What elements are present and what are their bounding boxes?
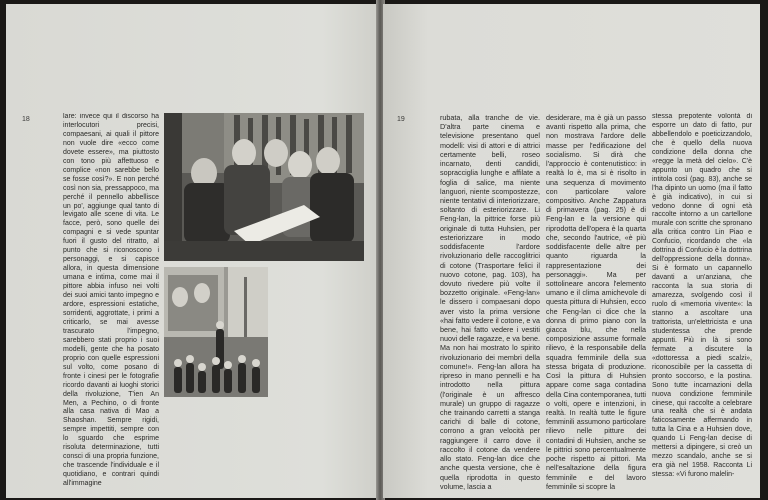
right-page-column-1-paragraph: rubata, alla tranche de vie. D'altra parte cinema e televisione presentano quel modelli: visi di attori e di attrici certamente belli, roseo incarnato, denti candidi, sopracciglia lunghe e affilate a foglia di salice, ma niente languori, niente scompostezze, niente tentativi di interiorizzare, soltanto di esteriorizzare. Li Feng-lan, la pittrice forse più originale di tutta Huhsien, per esteriorizzare in modo soddisfacente l'ardore rivoluzionario delle raccoglitrici di cotone (Trasportare felici il nuovo cotone, pag. 103), ha dovuto rivedere più volte il bozzetto originale. «Feng-lan» le dissero i compaesani dopo aver visto la prima versione «hai fatto vedere il cotone, e va bene, hai fatto vedere i vestiti nuovi delle ragazze, e va bene. Ma non hai mostrato lo spirito rivoluzionario dei membri della comune!». Feng-lan allora ha ripreso in mano pennelli e ha introdotto nella pittura (l'originale è un affresco murale) un gruppo di ragazze che trainando carretti a stanga carichi di balle di cotone, corrono a gran velocità per raggiungere il carro dove il raccolto il cotone da vendere allo stato. Feng-lan dice che anche questa versione, che è quella riprodotta in questo volume, lascia a [440, 113, 540, 491]
painting-peasants-reading-photo [164, 113, 364, 261]
right-page-text-column-1 [440, 113, 540, 498]
left-page-paragraph: lare: invece qui il discorso ha interlocutori precisi, compaesani, ai quali il pittore non vuole dire «ecco come dovete essere», ma piuttosto con tono più affettuoso e complice «non sarebbe bello se fosse così?». E non perché così non sia, pressappoco, ma perché il pennello abbellisce un po', aggiunge qual tanto di levigato alle scene di vita. Le facce, però, sono quelle dei compagni e si vede spuntar fuori il gusto del ritratto, al punto che si riconoscono i personaggi, e si capisce allora, in questa dimensione umana e intima, come mai il pittore abbia infuso nei volti dei suoi amici tanto impegno e ardore, espressioni estatiche, sorridenti, aggrottate, i primi a criticarlo, se mai avesse trascurato l'impegno, sarebbero stati proprio i suoi modelli, gente che ha posato proprio con quelle espressioni sul volto, come posano di fronte i cinesi per le fotografie ricordo davanti ai luoghi storici della rivoluzione, T'ien An Men, a Pechino, o di fronte alla casa nativa di Mao a Shaoshan. Sempre rigidi, sempre impettiti, sempre con lo sguardo che esprime risoluta determinazione, tutti consci di una propria funzione, che trascende l'individuale e il quotidiano, e contrari quindi all'immagine [63, 113, 159, 488]
right-page-number: 19 [397, 116, 405, 123]
left-page [6, 4, 378, 498]
left-page-number: 18 [22, 116, 30, 123]
right-page-text-column-2 [546, 113, 646, 498]
right-page-text-column-3 [652, 113, 752, 498]
right-page [383, 4, 760, 498]
painting-gathering-by-mural-photo [164, 267, 268, 397]
left-page-text-column [63, 113, 159, 493]
right-page-column-3-paragraph: stessa prepotente volontà di esporre un dato di fatto, pur abbellendolo e poeticizzandolo, che è quello della nuova condizione della donna che «regge la metà del cielo». C'è appunto un quadro che si intitola così (pag. 83), anche se l'ha dipinto un uomo (ma il fatto è già indicativo), in cui si vedono donne di ogni età raccolte intorno a un cartellone murale con scritte che spronano alla critica contro Lin Piao e Confucio, ricordando che «la dottrina di Confucio è la dottrina dell'oppressione della donna». Si è formato un capannello davanti a un'anziana, che racconta la sua storia di amarezza, svolgendo così il ruolo di «memoria vivente»: la stanno a ascoltare una trattorista, un'elettricista e una studentessa che prende appunti. Più in là si sono fermate a discutere la «dottoressa a piedi scalzi», riconoscibile per la cassetta di pronto soccorso, e la postina. Sono tutte incarnazioni della nuova condizione femminile cinese, qui raccolte a celebrare una realtà che si è andata faticosamente affermando in tutta la Cina e a Huhsien dove, quando Li Feng-lan decise di mettersi a dipingere, si creò un mezzo scandalo, anche se si era già nel 1958. Racconta Li stessa: «Vi furono malelin- [652, 113, 752, 479]
right-page-column-2-paragraph: desiderare, ma è già un passo avanti rispetto alla prima, che non mostrava l'ardore delle masse per l'edificazione del socialismo. Si dirà che l'approccio è contenutistico: in realtà lo è, ma si è risolto in una sequenza di movimento con particolare valore compositivo. Anche Zappatura di primavera (pag. 25) è di Feng-lan e la versione qui riprodotta dell'opera è la quarta che, secondo l'autrice, «è più soddisfacente delle altre per quanto riguarda la rappresentazione dei personaggi». Ma per sottolineare ancora l'elemento umano e il clima amichevole di questa pittura di Huhsien, ecco che Feng-lan ci dice che la donna di primo piano con la giacca blu, che nella composizione assume formale rilievo, è la responsabile della squadra femminile della sua stessa brigata di produzione. Così la pittura di Huhsien appare come saga contadina della Cina contemporanea, tutti o volti, opere e intenzioni, in realtà. In realtà tutte le figure femminili assumono particolare rilievo nelle pitture dei contadini di Huhsien, anche se le pittrici sono percentualmente poche rispetto ai pittori. Ma nell'esaltazione della figura femminile e del lavoro femminile si scopre la [546, 113, 646, 491]
